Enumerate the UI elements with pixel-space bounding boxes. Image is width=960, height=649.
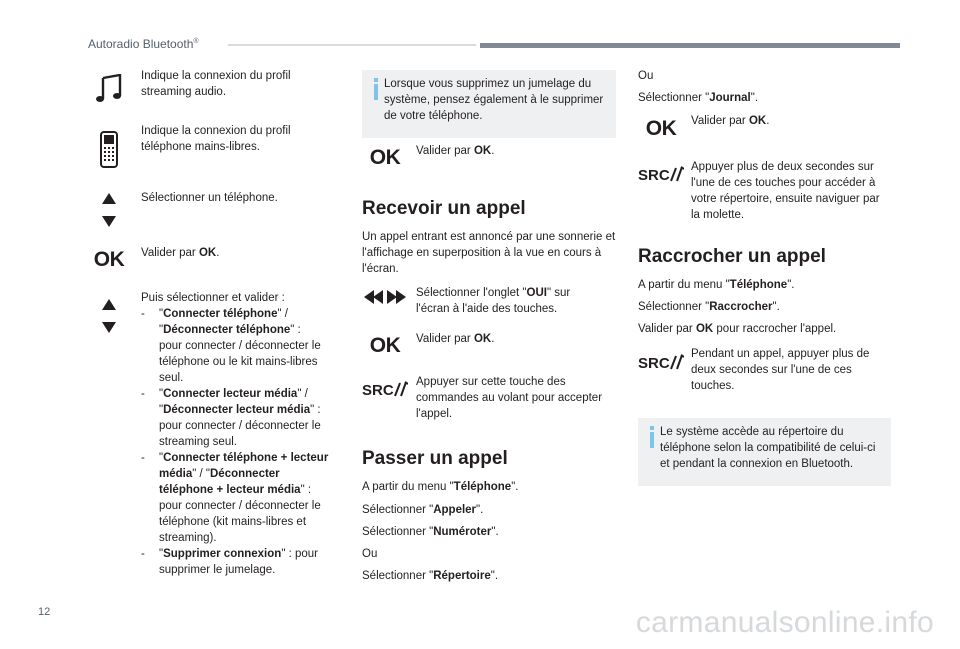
receive-intro-text: Un appel entrant est annoncé par une sonnerie et l'affichage en superposition à la vue en cours à l'écran.: [362, 231, 616, 275]
page-header-title: Autoradio Bluetooth®: [88, 37, 199, 51]
ok-button-icon: OK: [369, 146, 401, 169]
hangup-src-text: Pendant un appel, appuyer plus de deux secondes sur l'une de ces touches.: [691, 348, 870, 392]
validate-ok-text: Valider par OK.: [141, 247, 220, 259]
connection-options-list: [141, 290, 336, 578]
place-line: Sélectionner "Appeler".: [362, 504, 484, 516]
section-title-place: Passer un appel: [362, 448, 508, 469]
src-phone-key-icon: [637, 351, 685, 373]
list-item: - "Connecter téléphone + lecteur média" / "Déconnecter téléphone + lecteur média" : pour connecter / déconnecter le téléphone (kit mains-libres et streaming).: [141, 452, 329, 544]
hangup-line: A partir du menu "Téléphone".: [638, 279, 795, 291]
validate-ok-text: Valider par OK.: [416, 333, 495, 345]
select-phone-text: Sélectionner un téléphone.: [141, 192, 278, 204]
src-phone-key-icon: [637, 163, 685, 185]
place-line: Sélectionner "Numéroter".: [362, 526, 499, 538]
place-line: A partir du menu "Téléphone".: [362, 481, 519, 493]
place-line: Ou: [362, 548, 378, 560]
info-box-unpair: [362, 70, 616, 138]
info-icon: [650, 432, 654, 448]
info-text: Lorsque vous supprimez un jumelage du système, pensez également à le supprimer de votre téléphone.: [384, 78, 604, 122]
hangup-line: Sélectionner "Raccrocher".: [638, 301, 780, 313]
up-down-arrows-icon: [87, 192, 131, 228]
watermark: carmanualsonline.info: [635, 606, 934, 639]
list-item: - "Supprimer connexion" : pour supprimer le jumelage.: [141, 548, 318, 576]
streaming-profile-text: Indique la connexion du profil streaming audio.: [141, 70, 291, 98]
info-icon: [374, 84, 378, 100]
or-text: Ou: [638, 70, 654, 82]
svg-text:SRC: SRC: [638, 355, 670, 371]
left-right-arrows-icon: [363, 287, 407, 307]
music-note-icon: [87, 72, 131, 106]
ok-button-icon: OK: [93, 248, 125, 271]
access-directory-text: Appuyer plus de deux secondes sur l'une de ces touches pour accéder à votre répertoire, ensuite naviguer par la molette.: [691, 161, 880, 221]
phone-icon: [87, 128, 131, 172]
svg-text:SRC: SRC: [638, 167, 670, 183]
options-intro: Puis sélectionner et valider :: [141, 292, 285, 304]
validate-ok-text: Valider par OK.: [416, 145, 495, 157]
list-item: - "Connecter lecteur média" / "Déconnecter lecteur média" : pour connecter / déconnecter le streaming seul.: [141, 388, 321, 448]
handsfree-profile-text: Indique la connexion du profil téléphone mains-libres.: [141, 125, 291, 153]
select-yes-tab-text: Sélectionner l'onglet "OUI" sur l'écran à l'aide des touches.: [416, 287, 571, 315]
up-down-arrows-icon: [87, 298, 131, 334]
info-text: Le système accède au répertoire du téléphone selon la compatibilité de celui-ci et pendant la connexion en Bluetooth.: [660, 426, 876, 470]
accept-call-text: Appuyer sur cette touche des commandes au volant pour accepter l'appel.: [416, 376, 603, 420]
section-title-receive: Recevoir un appel: [362, 198, 526, 219]
place-line: Sélectionner "Répertoire".: [362, 570, 499, 582]
src-phone-key-icon: [361, 378, 409, 400]
section-title-hangup: Raccrocher un appel: [638, 246, 826, 267]
select-journal-text: Sélectionner "Journal".: [638, 92, 759, 104]
svg-text:SRC: SRC: [362, 382, 394, 398]
header-divider-dark: [480, 43, 900, 48]
header-divider-light: [228, 44, 476, 46]
validate-ok-text: Valider par OK.: [691, 115, 770, 127]
page-number: 12: [38, 606, 51, 618]
info-box-directory: [638, 418, 891, 486]
ok-button-icon: OK: [645, 117, 677, 140]
hangup-line: Valider par OK pour raccrocher l'appel.: [638, 323, 837, 335]
list-item: - "Connecter téléphone" / "Déconnecter téléphone" : pour connecter / déconnecter le téléphone ou le kit mains-libres seul.: [141, 308, 321, 384]
ok-button-icon: OK: [369, 334, 401, 357]
